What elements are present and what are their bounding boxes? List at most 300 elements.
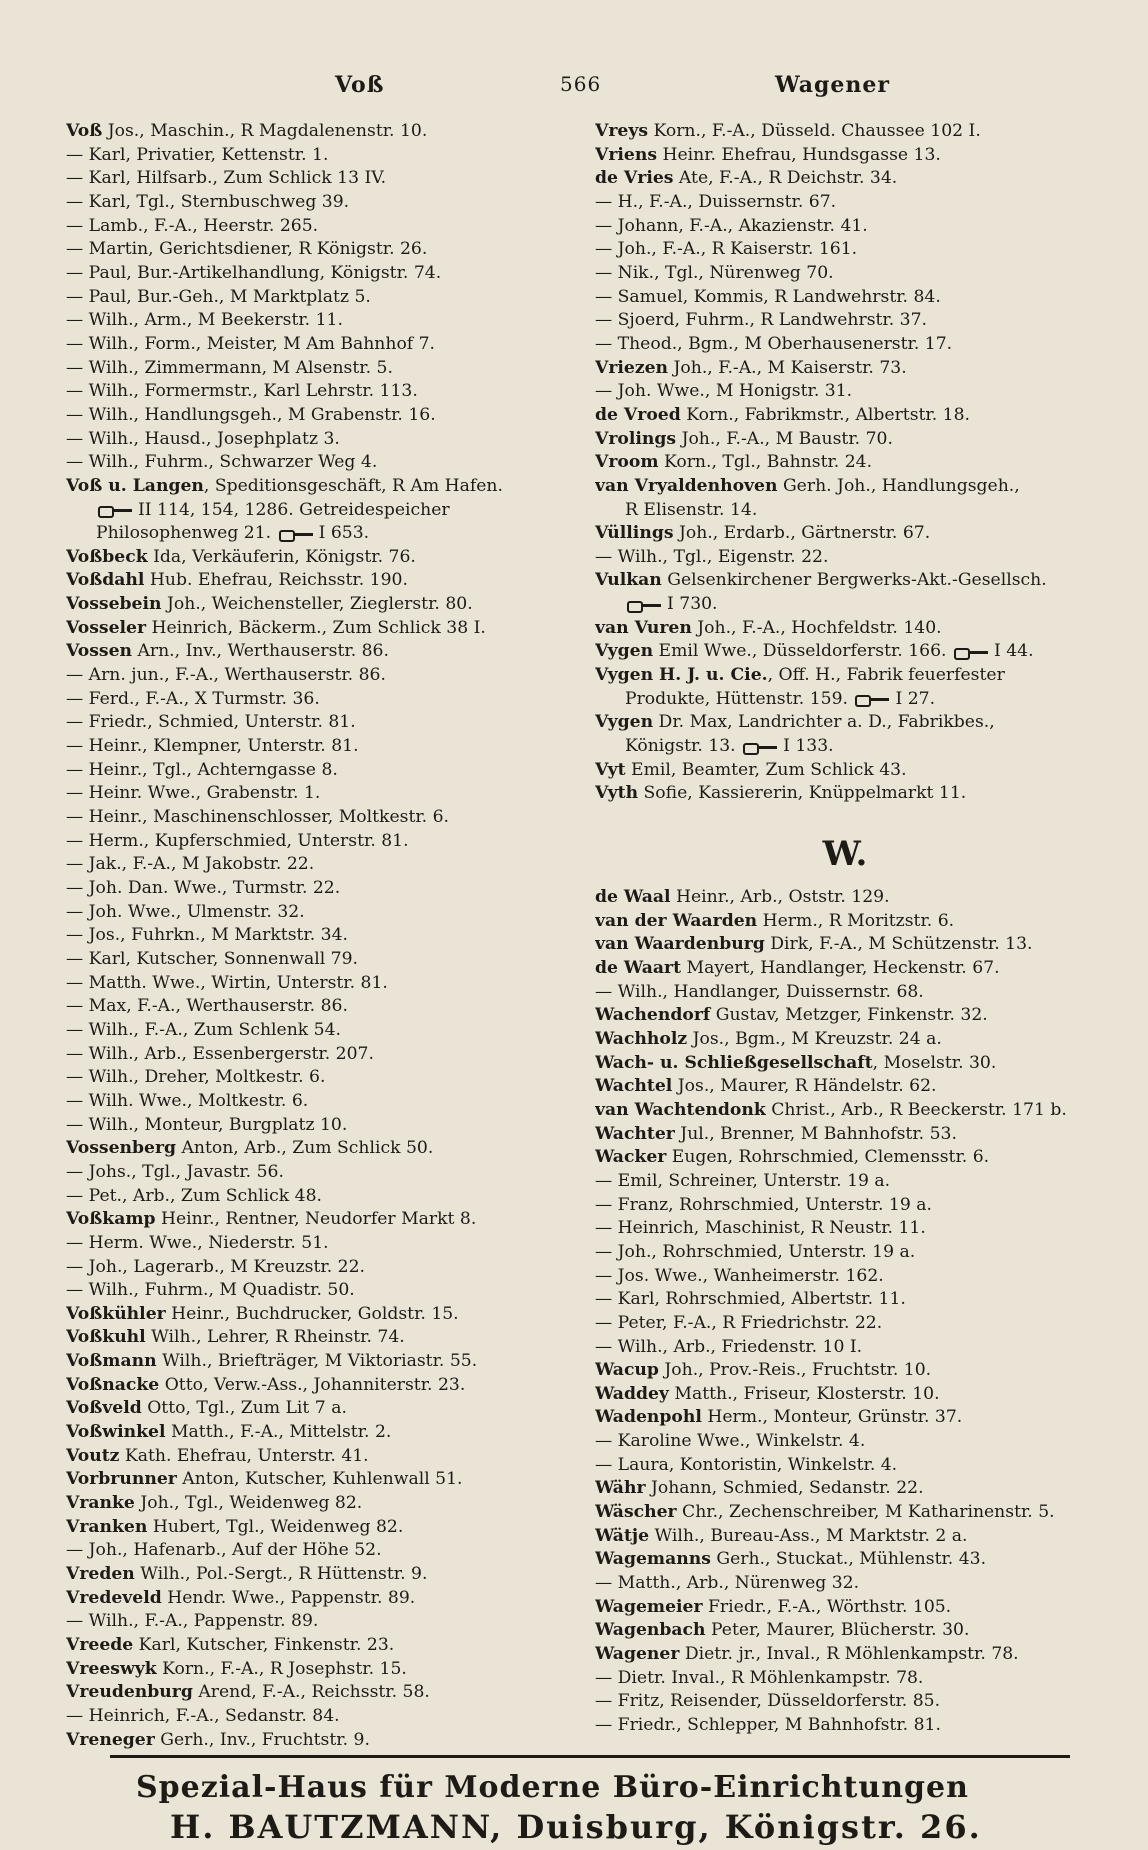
telephone-number: I 133. [783, 736, 834, 757]
directory-entry [66, 1208, 566, 1232]
entry-details: — Wilh., Dreher, Moltkestr. 6. [66, 1067, 326, 1088]
entry-details: Johann, Schmied, Sedanstr. 22. [645, 1478, 924, 1499]
entry-details: Karl, Kutscher, Finkenstr. 23. [133, 1635, 395, 1655]
entry-details: Philosophenweg 21. [96, 523, 272, 544]
entry-details: — Paul, Bur.-Geh., M Marktplatz 5. [66, 286, 371, 307]
entry-details: — Heinrich, F.-A., Sedanstr. 84. [66, 1705, 340, 1726]
entry-surname: Wachholz [595, 1028, 688, 1049]
right-column [595, 120, 1095, 1738]
entry-surname: Vreden [66, 1564, 135, 1585]
entry-details: — Nik., Tgl., Nürenweg 70. [595, 262, 834, 283]
entry-details: Joh., F.-A., Hochfeldstr. 140. [691, 617, 942, 638]
entry-details: — Joh., Lagerarb., M Kreuzstr. 22. [66, 1256, 365, 1277]
entry-details: — Pet., Arb., Zum Schlick 48. [66, 1185, 323, 1206]
entry-surname: Vreede [66, 1635, 134, 1655]
directory-entry [595, 451, 1095, 475]
entry-details: — H., F.-A., Duissernstr. 67. [595, 191, 837, 212]
header-right-keyword: Wagener [775, 72, 891, 98]
entry-details: — Samuel, Kommis, R Landwehrstr. 84. [595, 286, 941, 307]
directory-entry [66, 428, 566, 452]
directory-entry [66, 191, 566, 215]
entry-surname: Vygen [595, 641, 654, 662]
directory-entry [595, 1643, 1095, 1667]
entry-details: Jos., Bgm., M Kreuzstr. 24 a. [687, 1028, 942, 1049]
directory-entry [595, 499, 1095, 523]
entry-details: — Wilh., Monteur, Burgplatz 10. [66, 1114, 348, 1135]
directory-entry [66, 286, 566, 310]
directory-entry [66, 262, 566, 286]
entry-surname: Währ [595, 1478, 646, 1499]
entry-surname: de Waart [595, 958, 682, 978]
entry-details: — Joh. Wwe., M Honigstr. 31. [595, 381, 853, 402]
directory-entry [66, 1516, 566, 1540]
directory-entry [66, 1421, 566, 1445]
entry-surname: Voutz [66, 1445, 120, 1466]
entry-surname: Wagener [595, 1644, 680, 1665]
entry-surname: Vygen [595, 712, 654, 733]
directory-entry [66, 1114, 566, 1138]
directory-entry [66, 1729, 566, 1753]
entry-surname: Wadenpohl [595, 1407, 702, 1428]
entry-details: Arend, F.-A., Reichsstr. 58. [192, 1682, 430, 1703]
entry-details: — Fritz, Reisender, Düsseldorferstr. 85. [595, 1691, 941, 1712]
directory-entry [595, 404, 1095, 428]
entry-details: — Wilh., Arb., Friedenstr. 10 I. [595, 1336, 863, 1357]
entry-details: Herm., R Moritzstr. 6. [757, 910, 955, 931]
entry-details: Heinr. Ehefrau, Hundsgasse 13. [657, 144, 941, 165]
header-left-keyword: Voß [335, 72, 385, 98]
directory-entry [595, 1430, 1095, 1454]
entry-details: Eugen, Rohrschmied, Clemensstr. 6. [666, 1147, 990, 1168]
entry-surname: Vygen H. J. u. Cie. [595, 665, 768, 686]
directory-entry [66, 569, 566, 593]
directory-entry [595, 309, 1095, 333]
directory-entry [595, 1501, 1095, 1525]
entry-details: — Herm. Wwe., Niederstr. 51. [66, 1232, 329, 1253]
directory-entry [595, 933, 1095, 957]
entry-surname: Voßdahl [66, 570, 145, 591]
directory-entry [595, 1052, 1095, 1076]
entry-surname: Wäscher [595, 1502, 677, 1523]
entry-details: — Wilh., Formermstr., Karl Lehrstr. 113. [66, 381, 418, 402]
directory-entry [595, 1170, 1095, 1194]
entry-surname: van Waardenburg [595, 934, 765, 955]
directory-entry [595, 522, 1095, 546]
directory-entry [66, 830, 566, 854]
entry-details: Emil, Beamter, Zum Schlick 43. [625, 759, 907, 780]
directory-entry [66, 357, 566, 381]
directory-entry [66, 499, 566, 523]
directory-entry [66, 853, 566, 877]
directory-entry [595, 886, 1095, 910]
directory-entry [595, 1548, 1095, 1572]
entry-surname: Voß [66, 121, 103, 141]
entry-details: , Speditionsgeschäft, R Am Hafen. [203, 475, 503, 496]
directory-entry [595, 593, 1095, 617]
directory-entry [66, 711, 566, 735]
entry-details: — Heinr., Tgl., Achterngasse 8. [66, 759, 338, 780]
entry-surname: Voßkamp [66, 1209, 156, 1230]
directory-entry [595, 475, 1095, 499]
entry-details: — Joh. Dan. Wwe., Turmstr. 22. [66, 878, 341, 898]
entry-details: — Joh., F.-A., R Kaiserstr. 161. [595, 239, 858, 260]
entry-details: — Wilh., Fuhrm., M Quadistr. 50. [66, 1280, 355, 1301]
entry-surname: Vosseler [66, 617, 147, 638]
entry-surname: Waddey [595, 1383, 669, 1404]
entry-details: — Joh., Rohrschmied, Unterstr. 19 a. [595, 1241, 916, 1262]
entry-surname: Vossenberg [66, 1138, 177, 1159]
left-column [66, 120, 566, 1752]
entry-details: — Friedr., Schlepper, M Bahnhofstr. 81. [595, 1715, 941, 1735]
entry-details: — Joh. Wwe., Ulmenstr. 32. [66, 901, 305, 922]
entry-surname: Wagenbach [595, 1620, 706, 1641]
directory-entry [66, 924, 566, 948]
entry-surname: Vranke [66, 1493, 135, 1514]
directory-entry [66, 167, 566, 191]
directory-entry [595, 546, 1095, 570]
entry-surname: Wachendorf [595, 1005, 711, 1026]
entry-details: — Wilh., Tgl., Eigenstr. 22. [595, 546, 829, 567]
entry-details: — Jos. Wwe., Wanheimerstr. 162. [595, 1265, 884, 1286]
entry-surname: Wachtel [595, 1076, 673, 1097]
directory-entry [66, 333, 566, 357]
entry-details: — Laura, Kontoristin, Winkelstr. 4. [595, 1454, 898, 1475]
directory-entry [595, 1288, 1095, 1312]
directory-entry [66, 238, 566, 262]
entry-details: — Emil, Schreiner, Unterstr. 19 a. [595, 1170, 891, 1191]
entry-details: Chr., Zechenschreiber, M Katharinenstr. 5. [676, 1502, 1055, 1523]
entry-details: Kath. Ehefrau, Unterstr. 41. [119, 1445, 369, 1466]
entry-details: Dr. Max, Landrichter a. D., Fabrikbes., [653, 712, 995, 733]
directory-entry [66, 1705, 566, 1729]
entry-details: , Off. H., Fabrik feuerfester [767, 665, 1005, 686]
directory-entry [66, 617, 566, 641]
entry-surname: Vreneger [66, 1729, 155, 1750]
entry-surname: Vreys [595, 121, 648, 141]
telephone-icon [277, 527, 315, 541]
directory-entry [66, 1468, 566, 1492]
entry-details: I 730. [667, 594, 718, 615]
directory-entry [595, 1217, 1095, 1241]
entry-details: Ate, F.-A., R Deichstr. 34. [673, 168, 898, 189]
entry-surname: de Vroed [595, 404, 681, 425]
entry-details: — Karl, Hilfsarb., Zum Schlick 13 IV. [66, 168, 387, 189]
directory-entry [66, 1634, 566, 1658]
entry-details: , Moselstr. 30. [872, 1052, 997, 1073]
entry-details: — Peter, F.-A., R Friedrichstr. 22. [595, 1312, 883, 1333]
entry-details: — Friedr., Schmied, Unterstr. 81. [66, 712, 356, 733]
entry-details: Matth., F.-A., Mittelstr. 2. [165, 1422, 392, 1443]
entry-details: — Wilh., F.-A., Pappenstr. 89. [66, 1611, 319, 1632]
directory-entry [66, 546, 566, 570]
entry-details: — Wilh., Handlanger, Duissernstr. 68. [595, 981, 924, 1002]
entry-details: Otto, Tgl., Zum Lit 7 a. [141, 1398, 347, 1419]
entry-details: — Lamb., F.-A., Heerstr. 265. [66, 215, 319, 236]
entry-details: Jul., Brenner, M Bahnhofstr. 53. [674, 1123, 957, 1144]
telephone-icon [96, 503, 134, 517]
directory-entry [595, 286, 1095, 310]
entry-surname: Voßnacke [66, 1374, 160, 1395]
entry-details: Korn., Tgl., Bahnstr. 24. [658, 452, 873, 473]
directory-entry [595, 981, 1095, 1005]
entry-surname: Vyth [595, 783, 639, 804]
telephone-icon [625, 598, 663, 612]
entry-details: Dirk, F.-A., M Schützenstr. 13. [764, 934, 1033, 955]
entry-details: Joh., F.-A., M Kaiserstr. 73. [668, 357, 907, 378]
directory-entry [66, 1587, 566, 1611]
section-heading: W. [822, 834, 868, 875]
directory-entry [595, 759, 1095, 783]
entry-details: Anton, Kutscher, Kuhlenwall 51. [176, 1469, 463, 1490]
directory-entry [595, 1028, 1095, 1052]
directory-entry [595, 1454, 1095, 1478]
directory-entry [66, 1397, 566, 1421]
entry-details: Joh., Weichensteller, Zieglerstr. 80. [161, 594, 473, 615]
entry-details: Korn., F.-A., R Josephstr. 15. [156, 1658, 407, 1679]
entry-details: — Franz, Rohrschmied, Unterstr. 19 a. [595, 1194, 932, 1215]
entry-surname: Vreeswyk [66, 1658, 157, 1679]
entry-details: Otto, Verw.-Ass., Johanniterstr. 23. [159, 1374, 466, 1395]
entry-details: — Joh., Hafenarb., Auf der Höhe 52. [66, 1540, 382, 1561]
entry-details: Wilh., Lehrer, R Rheinstr. 74. [145, 1327, 405, 1348]
directory-entry [595, 1099, 1095, 1123]
entry-details: Peter, Maurer, Blücherstr. 30. [705, 1620, 970, 1641]
directory-entry [595, 357, 1095, 381]
entry-details: Gelsenkirchener Bergwerks-Akt.-Gesellsch. [661, 570, 1047, 591]
entry-details: — Heinr., Klempner, Unterstr. 81. [66, 736, 359, 757]
page-number: 566 [560, 72, 602, 96]
entry-details: Heinr., Arb., Oststr. 129. [670, 887, 890, 908]
directory-entry [595, 428, 1095, 452]
entry-details: — Max, F.-A., Werthauserstr. 86. [66, 996, 348, 1017]
entry-details: Christ., Arb., R Beeckerstr. 171 b. [765, 1099, 1067, 1120]
entry-details: — Karl, Tgl., Sternbuschweg 39. [66, 191, 350, 212]
directory-entry [66, 806, 566, 830]
directory-entry [66, 640, 566, 664]
directory-entry [595, 782, 1095, 806]
directory-entry [595, 957, 1095, 981]
directory-entry [595, 1265, 1095, 1289]
directory-entry [66, 215, 566, 239]
directory-entry [595, 144, 1095, 168]
directory-entry [66, 759, 566, 783]
directory-entry [66, 1019, 566, 1043]
directory-entry [66, 475, 566, 499]
page-header [0, 72, 1148, 102]
entry-details: Hub. Ehefrau, Reichsstr. 190. [144, 570, 408, 591]
entry-details: — Martin, Gerichtsdiener, R Königstr. 26. [66, 239, 428, 260]
directory-entry [595, 1619, 1095, 1643]
entry-surname: van Vryaldenhoven [595, 475, 778, 496]
entry-details: Heinr., Buchdrucker, Goldstr. 15. [165, 1303, 459, 1324]
entry-details: Gerh., Inv., Fruchtstr. 9. [154, 1729, 370, 1750]
directory-entry [595, 569, 1095, 593]
entry-details: Gustav, Metzger, Finkenstr. 32. [710, 1005, 988, 1026]
entry-details: Korn., F.-A., Düsseld. Chaussee 102 I. [648, 121, 981, 141]
directory-entry [595, 1241, 1095, 1265]
directory-entry [595, 333, 1095, 357]
entry-details: Joh., Prov.-Reis., Fruchtstr. 10. [658, 1360, 932, 1381]
entry-surname: Wacker [595, 1147, 667, 1168]
entry-details: II 114, 154, 1286. Getreidespeicher [138, 499, 450, 520]
entry-surname: van Vuren [595, 617, 692, 638]
entry-details: — Wilh., Zimmermann, M Alsenstr. 5. [66, 357, 393, 378]
entry-details: — Matth. Wwe., Wirtin, Unterstr. 81. [66, 972, 388, 993]
directory-entry [66, 1350, 566, 1374]
entry-details: Königstr. 13. [625, 736, 736, 757]
directory-entry [66, 1232, 566, 1256]
entry-surname: Voßwinkel [66, 1422, 166, 1443]
entry-details: — Arn. jun., F.-A., Werthauserstr. 86. [66, 665, 386, 686]
entry-surname: Voßveld [66, 1398, 142, 1419]
entry-surname: Wach- u. Schließgesellschaft [595, 1052, 873, 1073]
directory-entry [66, 1256, 566, 1280]
entry-details: Friedr., F.-A., Wörthstr. 105. [702, 1596, 952, 1617]
entry-details: Herm., Monteur, Grünstr. 37. [701, 1407, 963, 1428]
entry-details: — Karl, Privatier, Kettenstr. 1. [66, 144, 329, 165]
entry-surname: Voßbeck [66, 546, 148, 567]
directory-entry [66, 1279, 566, 1303]
directory-entry [66, 451, 566, 475]
advertisement-banner [110, 1755, 1070, 1846]
entry-surname: Vossebein [66, 594, 162, 615]
entry-surname: Wagemeier [595, 1596, 703, 1617]
entry-surname: Voßkuhl [66, 1327, 146, 1348]
directory-entry [595, 380, 1095, 404]
directory-entry [66, 1445, 566, 1469]
entry-surname: Vossen [66, 641, 133, 662]
directory-entry [66, 995, 566, 1019]
entry-surname: Voßmann [66, 1351, 157, 1372]
directory-entry [595, 262, 1095, 286]
directory-entry [66, 1492, 566, 1516]
advertisement-headline: Spezial-Haus für Moderne Büro-Einrichtungen [136, 1770, 969, 1805]
telephone-icon [853, 692, 891, 706]
directory-entry [595, 1667, 1095, 1691]
advertisement-address: H. BAUTZMANN, Duisburg, Königstr. 26. [170, 1808, 982, 1846]
entry-details: Jos., Maurer, R Händelstr. 62. [672, 1076, 937, 1097]
directory-entry [66, 1137, 566, 1161]
entry-details: Heinrich, Bäckerm., Zum Schlick 38 I. [146, 617, 486, 638]
directory-entry [66, 1090, 566, 1114]
entry-surname: Wagemanns [595, 1549, 711, 1570]
directory-entry [595, 617, 1095, 641]
directory-entry [595, 1383, 1095, 1407]
directory-entry [66, 948, 566, 972]
entry-details: Hubert, Tgl., Weidenweg 82. [147, 1516, 404, 1537]
entry-details: Joh., F.-A., M Baustr. 70. [676, 428, 893, 449]
entry-surname: Voßkühler [66, 1303, 166, 1324]
entry-surname: Vroom [595, 452, 659, 473]
directory-entry [595, 711, 1095, 735]
directory-entry [595, 1004, 1095, 1028]
directory-entry [595, 640, 1095, 664]
entry-surname: de Vries [595, 168, 674, 189]
directory-entry [66, 1161, 566, 1185]
entry-surname: Wacup [595, 1360, 659, 1381]
directory-entry [66, 901, 566, 925]
entry-details: — Jos., Fuhrkn., M Marktstr. 34. [66, 925, 349, 946]
entry-details: Sofie, Kassiererin, Knüppelmarkt 11. [638, 783, 967, 804]
directory-entry [595, 1525, 1095, 1549]
entry-details: Produkte, Hüttenstr. 159. [625, 688, 848, 709]
entry-details: Hendr. Wwe., Pappenstr. 89. [161, 1587, 416, 1608]
directory-entry [66, 1563, 566, 1587]
entry-details: — Wilh., Handlungsgeh., M Grabenstr. 16. [66, 404, 436, 425]
directory-entry [66, 1066, 566, 1090]
entry-details: Gerh. Joh., Handlungsgeh., [777, 475, 1020, 496]
telephone-number: I 44. [993, 641, 1034, 662]
directory-entry [66, 1326, 566, 1350]
entry-details: Wilh., Briefträger, M Viktoriastr. 55. [156, 1351, 478, 1372]
entry-details: Joh., Erdarb., Gärtnerstr. 67. [673, 523, 931, 544]
entry-details: Matth., Friseur, Klosterstr. 10. [668, 1383, 940, 1404]
directory-entry [595, 191, 1095, 215]
directory-entry [66, 1043, 566, 1067]
entry-surname: Wachter [595, 1123, 675, 1144]
directory-entry [66, 877, 566, 901]
entry-details: Wilh., Pol.-Sergt., R Hüttenstr. 9. [134, 1564, 428, 1585]
entry-details: — Wilh. Wwe., Moltkestr. 6. [66, 1090, 309, 1111]
directory-entry [66, 688, 566, 712]
directory-entry [66, 1374, 566, 1398]
directory-entry [66, 1681, 566, 1705]
entry-details: Emil Wwe., Düsseldorferstr. 166. [653, 641, 947, 662]
entry-surname: Vriens [595, 144, 658, 165]
entry-surname: Vriezen [595, 357, 669, 378]
entry-details: — Wilh., Hausd., Josephplatz 3. [66, 428, 340, 449]
entry-surname: Vorbrunner [66, 1469, 177, 1490]
entry-details: — Matth., Arb., Nürenweg 32. [595, 1573, 860, 1594]
entry-details: Mayert, Handlanger, Heckenstr. 67. [681, 958, 1000, 978]
directory-entry [66, 1303, 566, 1327]
directory-entry [595, 1690, 1095, 1714]
entry-details: — Karl, Rohrschmied, Albertstr. 11. [595, 1289, 906, 1310]
directory-entry [66, 593, 566, 617]
entry-details: Arn., Inv., Werthauserstr. 86. [132, 641, 389, 662]
entry-details: Gerh., Stuckat., Mühlenstr. 43. [710, 1549, 987, 1570]
entry-surname: van der Waarden [595, 910, 758, 931]
directory-entry [66, 1658, 566, 1682]
entry-details: — Karl, Kutscher, Sonnenwall 79. [66, 948, 359, 969]
entry-surname: Vredeveld [66, 1587, 162, 1608]
entry-details: — Heinr., Maschinenschlosser, Moltkestr. 6. [66, 807, 450, 828]
entry-surname: Wätje [595, 1525, 650, 1546]
entry-details: — Jak., F.-A., M Jakobstr. 22. [66, 854, 315, 875]
entry-details: — Ferd., F.-A., X Turmstr. 36. [66, 688, 320, 709]
directory-entry [595, 1406, 1095, 1430]
telephone-icon [952, 645, 990, 659]
entry-details: Anton, Arb., Zum Schlick 50. [176, 1138, 434, 1159]
entry-details: Korn., Fabrikmstr., Albertstr. 18. [680, 404, 971, 425]
entry-surname: Vulkan [595, 570, 662, 591]
directory-entry [595, 1312, 1095, 1336]
entry-details: — Heinr. Wwe., Grabenstr. 1. [66, 783, 321, 804]
directory-entry [66, 1539, 566, 1563]
directory-entry [595, 1596, 1095, 1620]
directory-entry [66, 735, 566, 759]
entry-surname: Vrolings [595, 428, 677, 449]
directory-entry [595, 1477, 1095, 1501]
entry-details: — Heinrich, Maschinist, R Neustr. 11. [595, 1218, 926, 1239]
directory-entry [66, 404, 566, 428]
entry-details: — Herm., Kupferschmied, Unterstr. 81. [66, 830, 409, 851]
directory-entry [66, 972, 566, 996]
entry-details: — Johs., Tgl., Javastr. 56. [66, 1161, 284, 1182]
entry-details: — Wilh., Form., Meister, M Am Bahnhof 7. [66, 333, 436, 354]
entry-surname: Voß u. Langen [66, 475, 204, 496]
entry-details: Heinr., Rentner, Neudorfer Markt 8. [155, 1209, 477, 1230]
